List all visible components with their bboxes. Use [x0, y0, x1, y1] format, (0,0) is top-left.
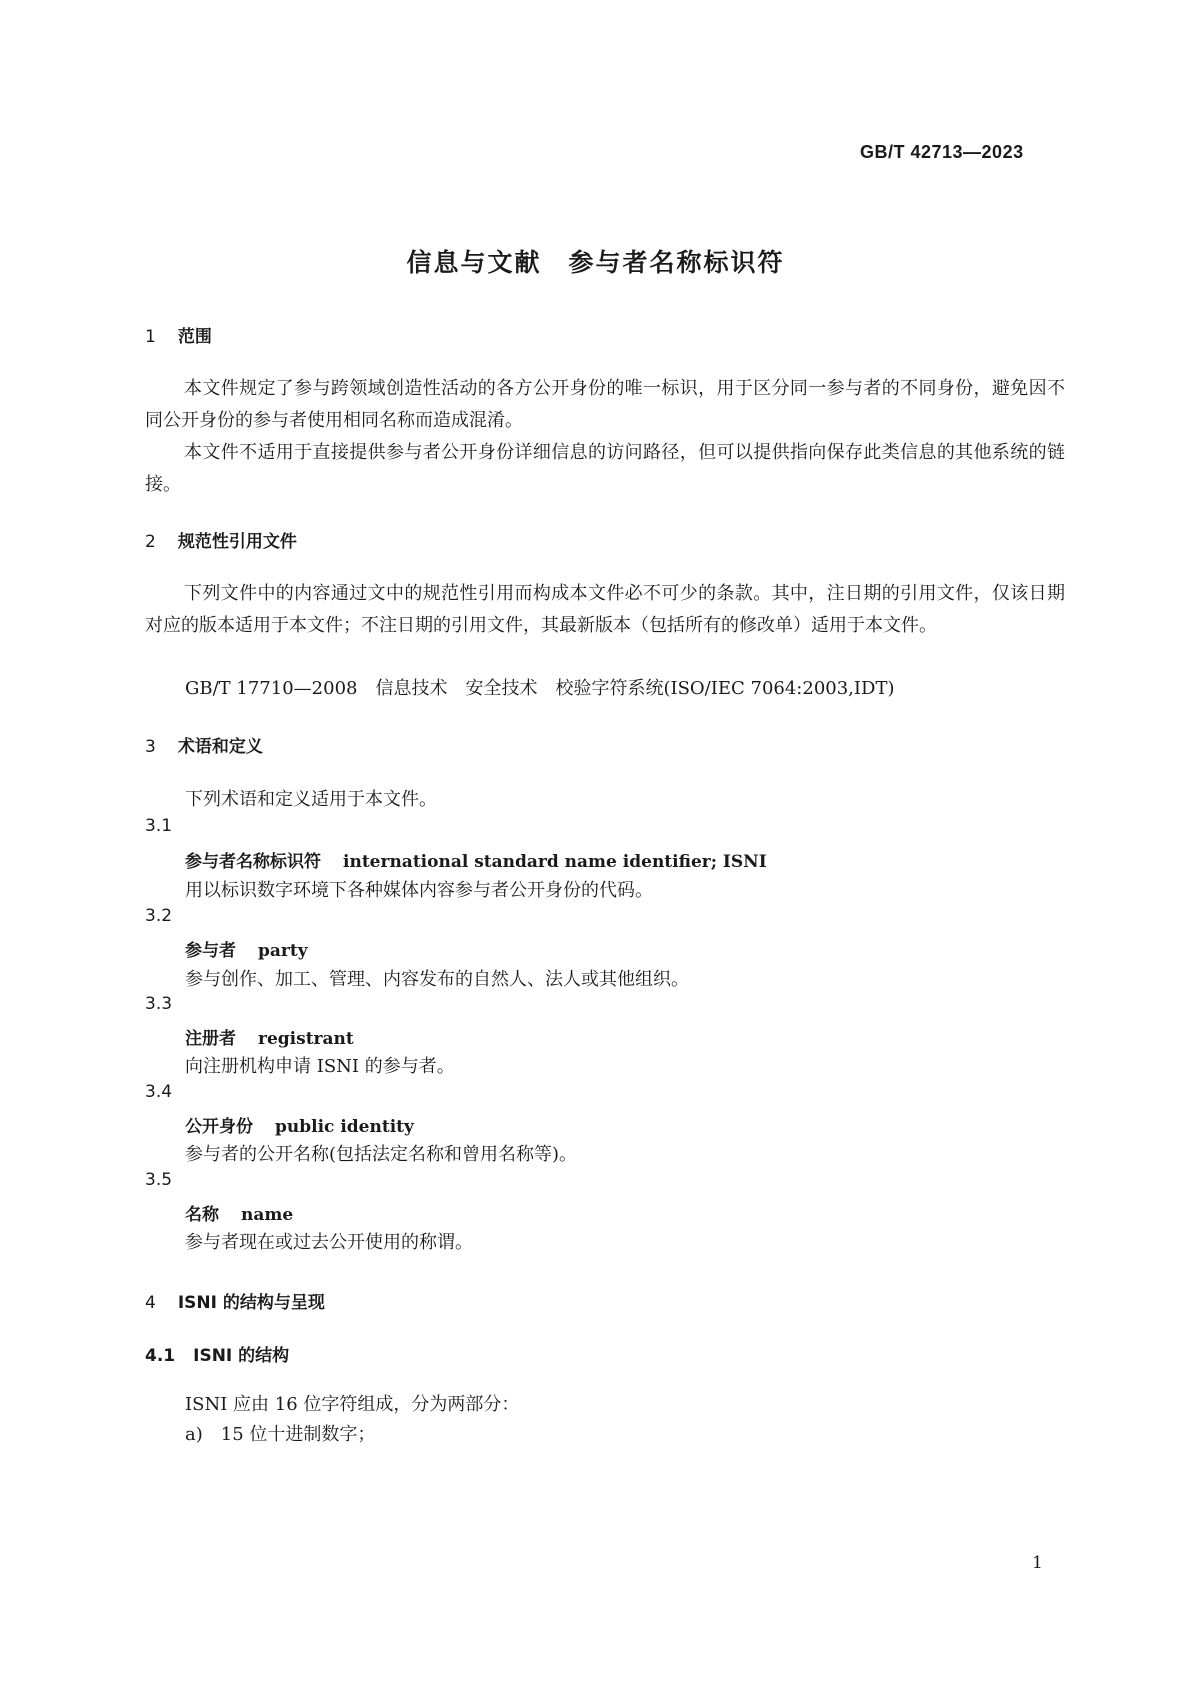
standard-code: GB/T 42713—2023 [860, 142, 1024, 162]
section-4-heading [145, 1288, 325, 1313]
term-en: registrant [258, 1029, 354, 1049]
term-number: 3.4 [145, 1082, 173, 1102]
term-number: 3.5 [145, 1170, 173, 1190]
term-zh: 注册者 [185, 1029, 236, 1049]
section-1-paragraph-2: 本文件不适用于直接提供参与者公开身份详细信息的访问路径，但可以提供指向保存此类信息的其他系统的链接。 [145, 442, 1065, 495]
term-number: 3.3 [145, 994, 173, 1014]
term-zh: 名称 [185, 1205, 219, 1225]
term-definition: 向注册机构申请 ISNI 的参与者。 [185, 1056, 455, 1077]
term-en: international standard name identifier; ISNI [343, 852, 767, 872]
section-number: 4 [145, 1293, 156, 1313]
term-heading [185, 1200, 293, 1225]
term-number: 3.1 [145, 816, 173, 836]
term-en: name [241, 1205, 294, 1225]
term-en: public identity [275, 1117, 414, 1137]
section-4-1-intro: ISNI 应由 16 位字符组成，分为两部分： [185, 1394, 520, 1415]
term-zh: 公开身份 [185, 1117, 253, 1137]
term-zh: 参与者名称标识符 [185, 852, 321, 872]
term-heading [185, 847, 767, 872]
section-3-intro: 下列术语和定义适用于本文件。 [185, 789, 437, 810]
section-2-paragraph: 下列文件中的内容通过文中的规范性引用而构成本文件必不可少的条款。其中，注日期的引用文件，仅该日期对应的版本适用于本文件；不注日期的引用文件，其最新版本（包括所有的修改单）适用于本文件。 [145, 583, 1065, 636]
term-number: 3.2 [145, 906, 173, 926]
section-2-heading [145, 527, 297, 552]
section-title: ISNI 的结构与呈现 [177, 1293, 325, 1313]
section-number: 2 [145, 532, 156, 552]
section-4-1-heading [145, 1341, 289, 1366]
term-en: party [258, 941, 308, 961]
section-title: 范围 [177, 327, 212, 347]
section-1-paragraph-1: 本文件规定了参与跨领域创造性活动的各方公开身份的唯一标识，用于区分同一参与者的不同身份，避免因不同公开身份的参与者使用相同名称而造成混淆。 [145, 378, 1065, 431]
list-item-a: a) 15 位十进制数字； [185, 1424, 376, 1445]
term-zh: 参与者 [185, 941, 236, 961]
section-title: 规范性引用文件 [177, 532, 297, 552]
section-number: 1 [145, 327, 156, 347]
section-number: 3 [145, 737, 156, 757]
term-heading [185, 1024, 354, 1049]
document-title: 信息与文献 参与者名称标识符 [406, 248, 785, 277]
section-number: 4.1 [145, 1346, 176, 1366]
page-number: 1 [1032, 1553, 1043, 1573]
term-definition: 用以标识数字环境下各种媒体内容参与者公开身份的代码。 [185, 880, 653, 901]
section-title: ISNI 的结构 [193, 1346, 290, 1366]
term-definition: 参与创作、加工、管理、内容发布的自然人、法人或其他组织。 [185, 969, 689, 990]
term-heading [185, 936, 308, 961]
term-definition: 参与者的公开名称(包括法定名称和曾用名称等)。 [185, 1144, 578, 1165]
section-title: 术语和定义 [177, 737, 263, 757]
section-1-heading [145, 322, 212, 347]
section-3-heading [145, 732, 263, 757]
normative-reference: GB/T 17710—2008 信息技术 安全技术 校验字符系统(ISO/IEC 7064:2003,IDT) [185, 678, 895, 699]
term-definition: 参与者现在或过去公开使用的称谓。 [185, 1232, 473, 1253]
term-heading [185, 1112, 414, 1137]
